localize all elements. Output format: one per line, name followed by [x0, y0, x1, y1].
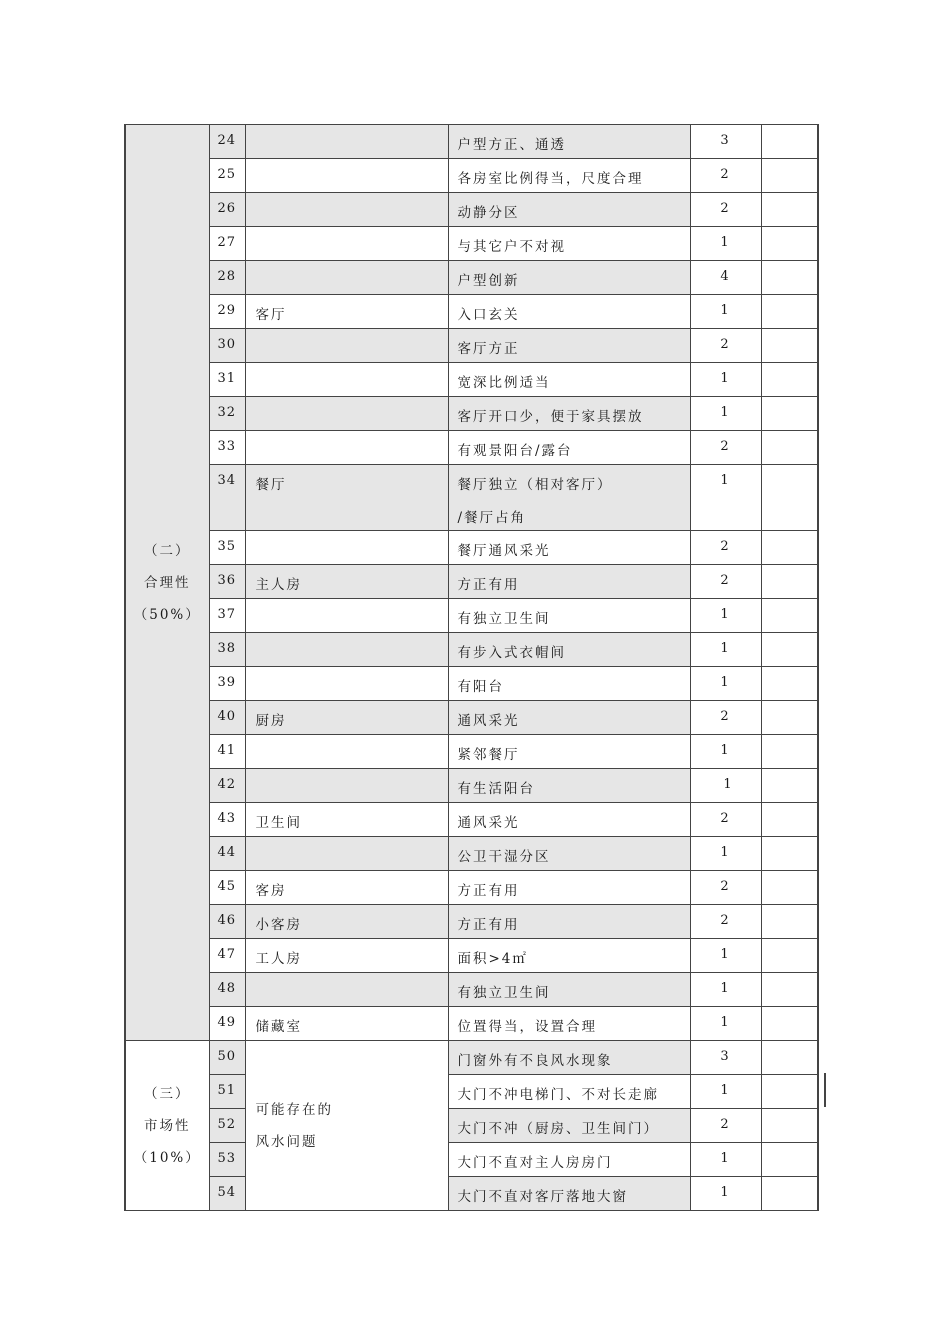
blank-cell — [761, 431, 818, 465]
criterion: 客厅开口少，便于家具摆放 — [448, 397, 690, 431]
score: 1 — [690, 735, 761, 769]
blank-cell — [761, 667, 818, 701]
criterion: 户型创新 — [448, 261, 690, 295]
table-row — [125, 701, 818, 735]
row-number: 30 — [209, 329, 245, 363]
room-name: 主人房 — [245, 565, 448, 599]
row-number: 33 — [209, 431, 245, 465]
room-name — [245, 227, 448, 261]
room-name — [245, 159, 448, 193]
row-number: 48 — [209, 973, 245, 1007]
row-number: 54 — [209, 1177, 245, 1211]
score: 1 — [690, 1075, 761, 1109]
table-row — [125, 363, 818, 397]
section-weight: （10%） — [133, 1149, 201, 1166]
criterion: 门窗外有不良风水现象 — [448, 1041, 690, 1075]
score: 3 — [690, 1041, 761, 1075]
row-number: 31 — [209, 363, 245, 397]
table-row — [125, 599, 818, 633]
fengshui-group-label — [245, 1041, 448, 1211]
criterion: 通风采光 — [448, 701, 690, 735]
blank-cell — [761, 565, 818, 599]
blank-cell — [761, 1177, 818, 1211]
table-row — [125, 531, 818, 565]
room-name — [245, 363, 448, 397]
table-row — [125, 193, 818, 227]
score: 4 — [690, 261, 761, 295]
section-number: （三） — [144, 1085, 191, 1102]
table-row — [125, 1075, 818, 1109]
blank-cell — [761, 1109, 818, 1143]
criterion: 宽深比例适当 — [448, 363, 690, 397]
criterion: 各房室比例得当，尺度合理 — [448, 159, 690, 193]
score: 1 — [690, 363, 761, 397]
score: 3 — [690, 125, 761, 159]
room-name: 工人房 — [245, 939, 448, 973]
row-number: 52 — [209, 1109, 245, 1143]
blank-cell — [761, 599, 818, 633]
criterion: 餐厅通风采光 — [448, 531, 690, 565]
blank-cell — [761, 769, 818, 803]
criterion: 客厅方正 — [448, 329, 690, 363]
row-number: 39 — [209, 667, 245, 701]
blank-cell — [761, 939, 818, 973]
criterion: 大门不冲（厨房、卫生间门） — [448, 1109, 690, 1143]
table-row — [125, 261, 818, 295]
row-number: 34 — [209, 465, 245, 531]
score: 2 — [690, 329, 761, 363]
table-row — [125, 1041, 818, 1075]
row-number: 35 — [209, 531, 245, 565]
table-row — [125, 769, 818, 803]
criterion: 大门不冲电梯门、不对长走廊 — [448, 1075, 690, 1109]
table-row — [125, 125, 818, 159]
blank-cell — [761, 837, 818, 871]
blank-cell — [761, 227, 818, 261]
row-number: 25 — [209, 159, 245, 193]
criterion: 有独立卫生间 — [448, 973, 690, 1007]
blank-cell — [761, 973, 818, 1007]
criterion: 动静分区 — [448, 193, 690, 227]
criterion: 有独立卫生间 — [448, 599, 690, 633]
table-row — [125, 295, 818, 329]
criterion: 紧邻餐厅 — [448, 735, 690, 769]
table-row — [125, 1109, 818, 1143]
blank-cell — [761, 159, 818, 193]
blank-cell — [761, 803, 818, 837]
room-name — [245, 261, 448, 295]
score: 2 — [690, 1109, 761, 1143]
score: 1 — [690, 667, 761, 701]
score: 2 — [690, 871, 761, 905]
table-row — [125, 633, 818, 667]
score: 2 — [690, 565, 761, 599]
table-row — [125, 565, 818, 599]
group-label-line-1: 可能存在的 — [255, 1101, 333, 1118]
section-number: （二） — [144, 542, 191, 559]
score: 1 — [690, 1143, 761, 1177]
criterion: 面积>4㎡ — [448, 939, 690, 973]
table-row — [125, 803, 818, 837]
room-name: 卫生间 — [245, 803, 448, 837]
score: 1 — [690, 1177, 761, 1211]
criterion: 方正有用 — [448, 871, 690, 905]
blank-cell — [761, 329, 818, 363]
table-row — [125, 905, 818, 939]
room-name — [245, 633, 448, 667]
room-name — [245, 735, 448, 769]
criterion: 户型方正、通透 — [448, 125, 690, 159]
table-row — [125, 465, 818, 531]
row-number: 51 — [209, 1075, 245, 1109]
score: 1 — [690, 837, 761, 871]
row-number: 29 — [209, 295, 245, 329]
criterion: 方正有用 — [448, 905, 690, 939]
score: 2 — [690, 905, 761, 939]
score: 1 — [690, 939, 761, 973]
table-row — [125, 939, 818, 973]
border-mark — [824, 1073, 826, 1107]
criterion: 入口玄关 — [448, 295, 690, 329]
row-number: 49 — [209, 1007, 245, 1041]
room-name — [245, 431, 448, 465]
table-row — [125, 871, 818, 905]
table-row — [125, 1143, 818, 1177]
row-number: 50 — [209, 1041, 245, 1075]
row-number: 45 — [209, 871, 245, 905]
blank-cell — [761, 871, 818, 905]
criterion: 有阳台 — [448, 667, 690, 701]
score: 1 — [690, 1007, 761, 1041]
blank-cell — [761, 1007, 818, 1041]
room-name: 客厅 — [245, 295, 448, 329]
score: 1 — [690, 227, 761, 261]
room-name: 小客房 — [245, 905, 448, 939]
blank-cell — [761, 1041, 818, 1075]
row-number: 24 — [209, 125, 245, 159]
row-number: 53 — [209, 1143, 245, 1177]
score: 1 — [690, 465, 761, 531]
section-title: 合理性 — [144, 574, 191, 591]
section-title: 市场性 — [144, 1117, 191, 1134]
table-row — [125, 837, 818, 871]
score: 1 — [690, 769, 761, 803]
table-row — [125, 397, 818, 431]
room-name — [245, 599, 448, 633]
blank-cell — [761, 1075, 818, 1109]
blank-cell — [761, 261, 818, 295]
score: 1 — [690, 397, 761, 431]
room-name — [245, 973, 448, 1007]
blank-cell — [761, 397, 818, 431]
criterion-line-1: 餐厅独立（相对客厅） — [457, 477, 613, 493]
criterion: 位置得当，设置合理 — [448, 1007, 690, 1041]
row-number: 44 — [209, 837, 245, 871]
table-row — [125, 431, 818, 465]
table-row — [125, 735, 818, 769]
criterion: 公卫干湿分区 — [448, 837, 690, 871]
row-number: 40 — [209, 701, 245, 735]
criterion: 有步入式衣帽间 — [448, 633, 690, 667]
room-name — [245, 397, 448, 431]
score: 1 — [690, 973, 761, 1007]
row-number: 26 — [209, 193, 245, 227]
table-row — [125, 667, 818, 701]
row-number: 41 — [209, 735, 245, 769]
row-number: 43 — [209, 803, 245, 837]
blank-cell — [761, 193, 818, 227]
blank-cell — [761, 1143, 818, 1177]
score: 2 — [690, 431, 761, 465]
group-label-line-2: 风水问题 — [255, 1133, 318, 1150]
blank-cell — [761, 363, 818, 397]
blank-cell — [761, 633, 818, 667]
room-name — [245, 667, 448, 701]
criterion-line-2: /餐厅占角 — [457, 510, 527, 526]
section-weight: （50%） — [133, 606, 201, 623]
row-number: 46 — [209, 905, 245, 939]
score: 2 — [690, 159, 761, 193]
section-rationality — [125, 125, 209, 1041]
row-number: 47 — [209, 939, 245, 973]
table-row — [125, 329, 818, 363]
criterion: 与其它户不对视 — [448, 227, 690, 261]
criterion: 方正有用 — [448, 565, 690, 599]
room-name — [245, 193, 448, 227]
blank-cell — [761, 905, 818, 939]
criterion: 有生活阳台 — [448, 769, 690, 803]
criterion — [448, 465, 690, 531]
table-row — [125, 973, 818, 1007]
criterion: 大门不直对主人房房门 — [448, 1143, 690, 1177]
score: 2 — [690, 193, 761, 227]
blank-cell — [761, 531, 818, 565]
table-row — [125, 227, 818, 261]
score: 1 — [690, 599, 761, 633]
table-row — [125, 1177, 818, 1211]
blank-cell — [761, 465, 818, 531]
section-marketability — [125, 1041, 209, 1211]
room-name — [245, 125, 448, 159]
blank-cell — [761, 701, 818, 735]
row-number: 42 — [209, 769, 245, 803]
blank-cell — [761, 295, 818, 329]
room-name: 储藏室 — [245, 1007, 448, 1041]
score: 2 — [690, 803, 761, 837]
blank-cell — [761, 125, 818, 159]
score: 2 — [690, 531, 761, 565]
room-name: 餐厅 — [245, 465, 448, 531]
room-name — [245, 769, 448, 803]
row-number: 37 — [209, 599, 245, 633]
score: 2 — [690, 701, 761, 735]
room-name — [245, 329, 448, 363]
row-number: 27 — [209, 227, 245, 261]
criterion: 有观景阳台/露台 — [448, 431, 690, 465]
row-number: 28 — [209, 261, 245, 295]
table-row — [125, 159, 818, 193]
table-row — [125, 1007, 818, 1041]
room-name: 厨房 — [245, 701, 448, 735]
blank-cell — [761, 735, 818, 769]
row-number: 32 — [209, 397, 245, 431]
score: 1 — [690, 295, 761, 329]
criterion: 通风采光 — [448, 803, 690, 837]
criterion: 大门不直对客厅落地大窗 — [448, 1177, 690, 1211]
room-name — [245, 837, 448, 871]
score: 1 — [690, 633, 761, 667]
row-number: 38 — [209, 633, 245, 667]
evaluation-table — [124, 124, 819, 1211]
room-name: 客房 — [245, 871, 448, 905]
row-number: 36 — [209, 565, 245, 599]
room-name — [245, 531, 448, 565]
